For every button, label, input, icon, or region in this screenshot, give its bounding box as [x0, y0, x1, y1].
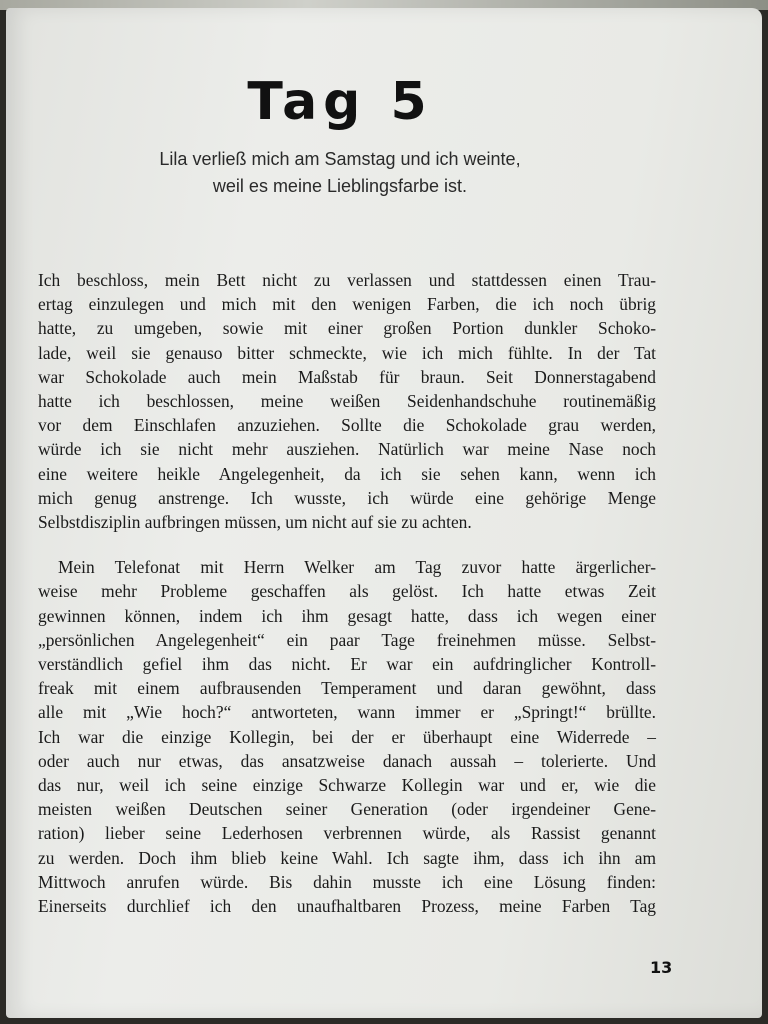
body-text [38, 268, 656, 918]
text-line: war Schokolade auch mein Maßstab für braun. Seit Donnerstagabend [38, 366, 656, 387]
epigraph-line: Lila verließ mich am Samstag und ich weinte, [159, 149, 521, 169]
paragraph-2 [38, 555, 656, 918]
text-line: „persönlichen Angelegenheit“ ein paar Tage freinehmen müsse. Selbst- [38, 629, 656, 650]
text-line: eine weitere heikle Angelegenheit, da ich sie sehen kann, wenn ich [38, 463, 656, 484]
text-line: würde ich sie nicht mehr ausziehen. Natürlich war meine Nase noch [38, 439, 656, 460]
text-line: hatte, zu umgeben, sowie mit einer großen Portion dunkler Schoko- [38, 318, 656, 339]
text-line: verständlich gefiel ihm das nicht. Er war ein aufdringlicher Kontroll- [38, 654, 656, 675]
text-line: weise mehr Probleme geschaffen als gelöst. Ich hatte etwas Zeit [38, 581, 656, 602]
text-line: Einerseits durchlief ich den unaufhaltbaren Prozess, meine Farben Tag [38, 896, 656, 917]
text-line: Mein Telefonat mit Herrn Welker am Tag zuvor hatte ärgerlicher- [58, 557, 656, 578]
epigraph-line: weil es meine Lieblingsfarbe ist. [212, 176, 468, 196]
text-line: alle mit „Wie hoch?“ antworteten, wann immer er „Springt!“ brüllte. [38, 702, 656, 723]
text-line: hatte ich beschlossen, meine weißen Seidenhandschuhe routinemäßig [38, 391, 656, 412]
text-line: Mittwoch anrufen würde. Bis dahin musste ich eine Lösung finden: [38, 871, 656, 892]
text-line: ration) lieber seine Lederhosen verbrennen würde, als Rassist genannt [38, 823, 656, 844]
epigraph [90, 146, 590, 200]
text-line: ertag einzulegen und mich mit den wenigen Farben, die ich noch übrig [38, 294, 656, 315]
text-line: mich genug anstrenge. Ich wusste, ich würde eine gehörige Menge [38, 487, 656, 508]
text-line: Ich beschloss, mein Bett nicht zu verlassen und stattdessen einen Trau- [38, 270, 656, 290]
text-line: vor dem Einschlafen anzuziehen. Sollte die Schokolade grau werden, [38, 415, 656, 436]
text-line: freak mit einem aufbrausenden Temperament und daran gewöhnt, dass [38, 678, 656, 699]
text-line: Selbstdisziplin aufbringen müssen, um nicht auf sie zu achten. [38, 512, 472, 533]
text-line: gewinnen können, indem ich ihm gesagt hatte, dass ich wegen einer [38, 605, 656, 626]
paragraph-1 [38, 268, 656, 534]
text-line: meisten weißen Deutschen seiner Generation (oder irgendeiner Gene- [38, 799, 656, 820]
text-line: oder auch nur etwas, das ansatzweise danach aussah – tolerierte. Und [38, 750, 656, 771]
text-line: lade, weil sie genauso bitter schmeckte, wie ich mich fühlte. In der Tat [38, 342, 656, 363]
text-line: Ich war die einzige Kollegin, bei der er überhaupt eine Widerrede – [38, 726, 656, 747]
text-line: zu werden. Doch ihm blieb keine Wahl. Ich sagte ihm, dass ich ihn am [38, 847, 656, 868]
text-line: das nur, weil ich seine einzige Schwarze Kollegin war und er, wie die [38, 775, 656, 796]
page-number: 13 [650, 958, 673, 977]
chapter-title: Tag 5 [247, 72, 433, 132]
